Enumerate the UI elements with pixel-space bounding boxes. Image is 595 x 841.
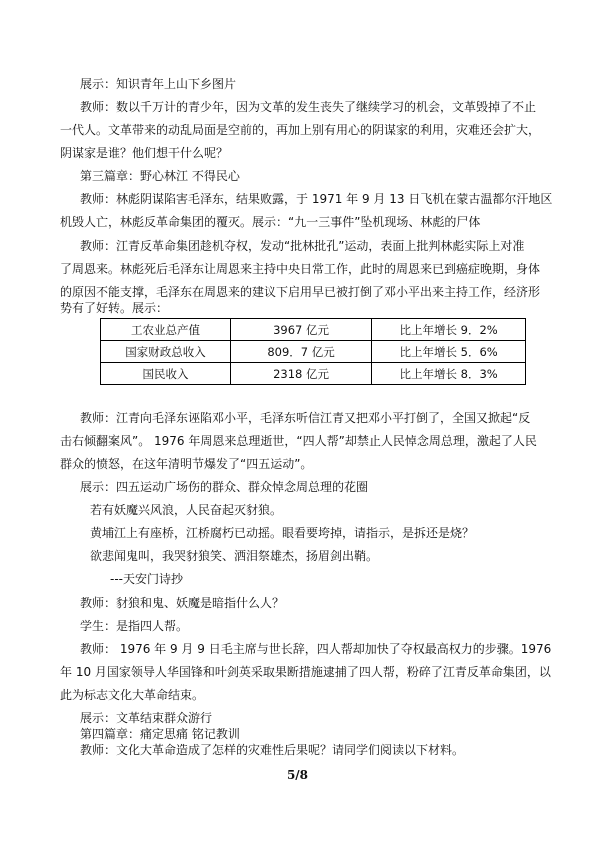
paragraph-line: 一代人。文革带来的动乱局面是空前的，再加上别有用心的阴谋家的利用，灾难还会扩大， [60,123,541,137]
page-number: 5/8 [286,768,309,782]
section-heading: 第四篇章：痛定思痛 铭记教训 [80,727,240,741]
paragraph-line: 教师：豺狼和鬼、妖魔是暗指什么人？ [80,596,285,610]
paragraph-line: 的原因不能支撑，毛泽东在周恩来的建议下启用早已被打倒了邓小平出来主持工作，经济形 [60,285,541,299]
table-cell: 工农业总产值 [101,319,231,341]
table-cell: 2318 亿元 [230,363,371,385]
section-heading: 第三篇章：野心林江 不得民心 [80,169,240,183]
paragraph-line: 年 10 月国家领导人华国锋和叶剑英采取果断措施逮捕了四人帮，粉碎了江青反革命集团，以 [60,665,551,679]
poem-line: 若有妖魔兴风浪，人民奋起灭豺狼。 [90,503,283,517]
table-cell: 比上年增长 5．6% [372,341,526,363]
paragraph-line: 势有了好转。展示： [60,301,169,315]
paragraph-line: 击右倾翻案风”。 1976 年周恩来总理逝世，“四人帮”却禁止人民悼念周总理，激起了人民 [60,434,537,448]
table-cell: 809．7 亿元 [230,341,371,363]
paragraph-line: 教师：林彪阴谋陷害毛泽东，结果败露，于 1971 年 9 月 13 日飞机在蒙古温都尔汗地区 [80,192,553,206]
paragraph-line: 展示：知识青年上山下乡图片 [80,77,237,91]
poem-line: 欲悲闻鬼叫，我哭豺狼笑、洒泪祭雄杰，扬眉剑出鞘。 [90,549,379,563]
paragraph-line: 教师：数以千万计的青少年，因为文革的发生丧失了继续学习的机会，文革毁掉了不止 [80,100,537,114]
table-cell: 国民收入 [101,363,231,385]
poem-attribution: ---天安门诗抄 [110,572,183,586]
table-cell: 比上年增长 8．3% [372,363,526,385]
paragraph-line: 学生：是指四人帮。 [80,619,189,633]
economic-stats-table [100,318,526,385]
table-cell: 3967 亿元 [230,319,371,341]
table-row [101,363,526,385]
table-cell: 比上年增长 9．2% [372,319,526,341]
paragraph-line: 机毁人亡，林彪反革命集团的覆灭。展示：“九一三事件”坠机现场、林彪的尸体 [60,215,481,229]
paragraph-line: 了周恩来。林彪死后毛泽东让周恩来主持中央日常工作，此时的周恩来已到癌症晚期，身体 [60,262,541,276]
paragraph-line: 教师：江青反革命集团趁机夺权，发动“批林批孔”运动，表面上批判林彪实际上对准 [80,239,525,253]
paragraph-line: 阴谋家是谁？他们想干什么呢？ [60,146,229,160]
paragraph-line: 教师： 1976 年 9 月 9 日毛主席与世长辞，四人帮却加快了夺权最高权力的步骤。1976 [80,642,552,656]
paragraph-line: 教师：江青向毛泽东诬陷邓小平，毛泽东听信江青又把邓小平打倒了，全国又掀起“反 [80,411,531,425]
paragraph-line: 群众的愤怒，在这年清明节爆发了“四五运动”。 [60,457,313,471]
table-cell: 国家财政总收入 [101,341,231,363]
paragraph-line: 此为标志文化大革命结束。 [60,688,205,702]
paragraph-line: 展示：文革结束群众游行 [80,711,213,725]
poem-line: 黄埔江上有座桥，江桥腐朽已动摇。眼看要垮掉，请指示，是拆还是烧？ [90,526,475,540]
table-row [101,319,526,341]
paragraph-line: 教师：文化大革命造成了怎样的灾难性后果呢？请同学们阅读以下材料。 [80,743,465,757]
paragraph-line: 展示：四五运动广场伤的群众、群众悼念周总理的花圈 [80,480,369,494]
table-row [101,341,526,363]
